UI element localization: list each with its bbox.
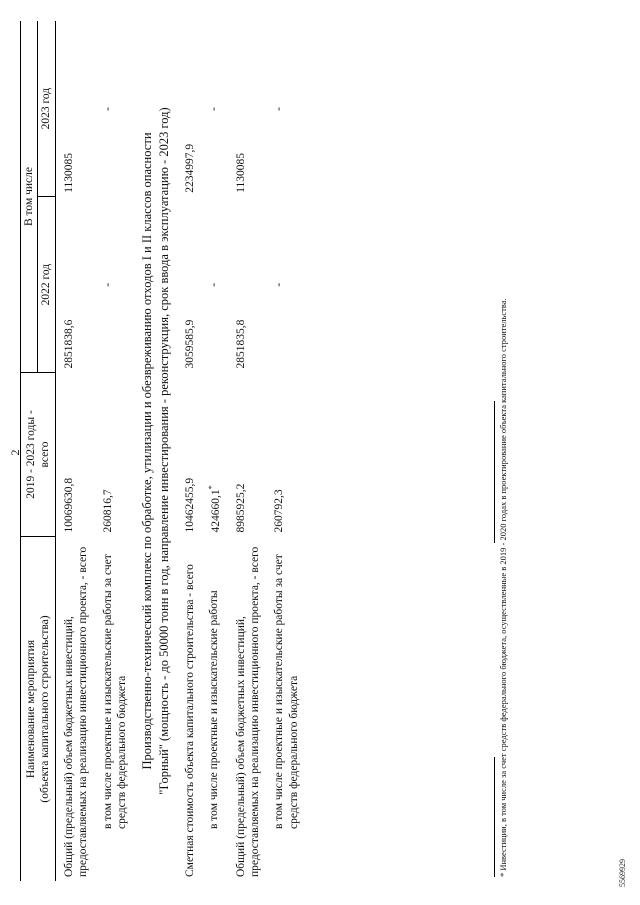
- cell-2022: 3059585,9: [184, 319, 196, 369]
- header-2022: 2022 год: [38, 197, 55, 373]
- cell-total: 10462455,9: [184, 477, 196, 533]
- cell-2023: -: [208, 106, 221, 111]
- cell-2023: -: [273, 106, 286, 111]
- cell-2023: -: [101, 106, 114, 111]
- cell-total: 8985925,2: [234, 483, 247, 533]
- section-title-row: [133, 21, 177, 881]
- row-label: в том числе проектные и изыскательские работы за счет средств федерального бюджета: [101, 554, 128, 829]
- table-row: [228, 21, 267, 881]
- table-row: [95, 21, 134, 881]
- row-label: Сметная стоимость объекта капитального строительства - всего: [184, 564, 196, 877]
- section-title: [133, 21, 177, 881]
- cell-total: [201, 373, 227, 537]
- cell-total: 260792,3: [273, 489, 286, 533]
- header-2023: 2023 год: [38, 21, 55, 197]
- investment-table: [20, 21, 305, 881]
- footnote: * Инвестиции, в том числе за счет средств федерального бюджета, осуществленные в 2019 - 2020 годах в проектирование объекта капитального строительства.: [498, 298, 508, 877]
- cell-total: 260816,7: [101, 489, 114, 533]
- table-row: [55, 21, 94, 881]
- cell-2023: 1130085: [62, 152, 75, 193]
- cell-total-value: 424660,1: [210, 489, 223, 533]
- table-row: [266, 21, 305, 881]
- row-label: Общий (предельный) объем бюджетных инвестиций, предоставляемых на реализацию инвестиционного проекта, - всего: [62, 546, 90, 877]
- cell-2023: 2234997,9: [184, 143, 196, 193]
- cell-2022: 2851838,6: [62, 319, 75, 369]
- row-label: Общий (предельный) объем бюджетных инвестиций, предоставляемых на реализацию инвестиционного проекта, - всего: [234, 546, 261, 877]
- header-name: [21, 537, 56, 882]
- footnote-mark: *: [207, 485, 217, 490]
- header-total-line1: 2019 - 2023 годы -: [24, 410, 37, 499]
- page-number: 2: [8, 449, 22, 456]
- table-row: [201, 21, 227, 881]
- cell-2022: -: [101, 282, 114, 287]
- section-title-line2: "Горный" (мощность - до 50000 тонн в год, направление инвестирования - реконструкция, срок ввода в эксплуатацию - 2023 год): [157, 107, 172, 795]
- cell-2023: 1130085: [234, 152, 247, 193]
- header-name-line2: (объекта капитального строительства): [38, 615, 51, 803]
- separator-line: [494, 401, 495, 543]
- row-label: в том числе проектные и изыскательские работы за счет средств федерального бюджета: [273, 554, 300, 829]
- document-id: 5569929: [618, 859, 627, 887]
- cell-2022: -: [273, 282, 286, 287]
- cell-total: 10069630,8: [62, 477, 75, 533]
- header-including: В том числе: [21, 21, 38, 373]
- cell-2022: 2851835,8: [234, 319, 247, 369]
- header-total-line2: всего: [38, 441, 51, 468]
- header-total: [21, 373, 56, 537]
- cell-2022: -: [208, 282, 221, 287]
- header-name-line1: Наименование мероприятия: [24, 639, 37, 779]
- table-row: [177, 21, 201, 881]
- footnote-rule: [494, 757, 495, 877]
- section-title-line1: Производственно-технический комплекс по обработке, утилизации и обезвреживанию отходов I и II классов опасности: [140, 132, 155, 770]
- row-label: в том числе проектные и изыскательские работы: [208, 590, 221, 829]
